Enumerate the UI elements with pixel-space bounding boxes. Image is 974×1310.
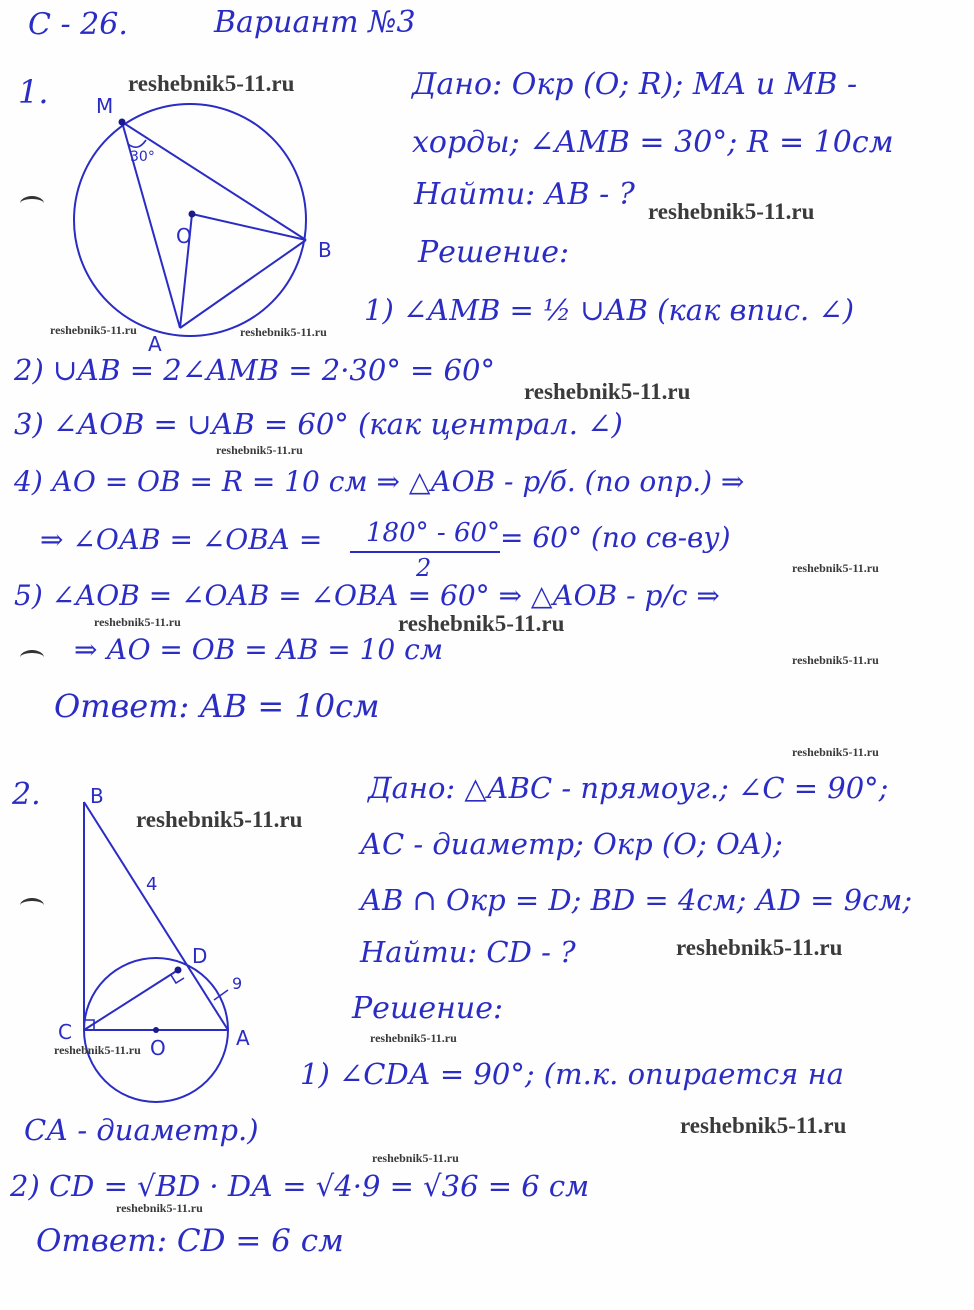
watermark: reshebnik5-11.ru [792,745,879,759]
p2-step1b: СА - диаметр.) [24,1113,259,1147]
point-D [175,967,182,974]
point-label-A: A [148,332,162,356]
p1-given-line1: Дано: Окр (О; R); МА и МВ - [412,67,858,102]
p1-find: Найти: АВ - ? [414,177,635,212]
watermark: reshebnik5-11.ru [116,1201,203,1215]
watermark: reshebnik5-11.ru [648,199,815,224]
p1-step4b: ⇒ ∠ОАВ = ∠ОВА = [40,523,323,556]
point-label-M: M [96,94,114,118]
p1-step3: 3) ∠АОВ = ∪АВ = 60° (как централ. ∠) [14,407,623,441]
watermark: reshebnik5-11.ru [370,1031,457,1045]
watermark: reshebnik5-11.ru [94,615,181,629]
point-label-B: B [318,238,332,262]
watermark: reshebnik5-11.ru [524,379,691,404]
length-label-DA: 9 [232,974,243,993]
point-label-D: D [192,944,208,968]
watermark: reshebnik5-11.ru [54,1043,141,1057]
p1-step4a: 4) АО = ОВ = R = 10 см ⇒ △АОВ - р/б. (по опр.) ⇒ [14,465,745,498]
hypotenuse-BA [84,802,228,1030]
p2-step2: 2) СD = √ВD · DА = √4·9 = √36 = 6 см [10,1169,590,1203]
p2-given-line1: Дано: △АВС - прямоуг.; ∠С = 90°; [368,771,889,805]
watermark: reshebnik5-11.ru [128,71,295,96]
header-variant: Вариант №3 [214,5,416,40]
problem1-number: 1. [18,73,49,111]
point-label-A2: A [236,1026,250,1050]
p1-step2: 2) ∪АВ = 2∠АМВ = 2·30° = 60° [14,353,495,387]
header-code: С - 26. [28,7,128,42]
p2-find: Найти: СD - ? [360,935,576,969]
problem2-number: 2. [12,777,41,812]
p2-answer: Ответ: СD = 6 см [36,1223,344,1259]
p1-solution-title: Решение: [418,235,570,270]
p1-answer: Ответ: АВ = 10см [54,687,380,725]
p1-step5a: 5) ∠АОВ = ∠ОАВ = ∠ОВА = 60° ⇒ △АОВ - р/с ⇒ [14,579,720,612]
point-label-O: O [176,224,192,248]
watermark: reshebnik5-11.ru [676,935,843,960]
p2-step1a: 1) ∠СDА = 90°; (т.к. опирается на [300,1057,844,1091]
watermark: reshebnik5-11.ru [792,653,879,667]
p1-step5b: ⇒ АО = ОВ = АВ = 10 см [74,633,444,666]
watermark: reshebnik5-11.ru [216,443,303,457]
right-angle-D [171,975,184,983]
watermark: reshebnik5-11.ru [792,561,879,575]
p1-step1: 1) ∠АМВ = ½ ∪АВ (как впис. ∠) [364,293,855,327]
watermark: reshebnik5-11.ru [240,325,327,339]
watermark: reshebnik5-11.ru [136,807,303,832]
p1-step4c: = 60° (по св-ву) [500,521,731,554]
p1-step4-denominator: 2 [416,554,432,582]
point-O2 [153,1027,159,1033]
segment-CD [84,970,178,1030]
p2-given-line2: АС - диаметр; Окр (О; ОА); [360,827,783,861]
watermark: reshebnik5-11.ru [680,1113,847,1138]
p2-given-line3: АВ ∩ Окр = D; ВD = 4см; АD = 9см; [360,883,913,917]
watermark: reshebnik5-11.ru [398,611,565,636]
point-label-B2: B [90,784,104,808]
p1-given-line2: хорды; ∠АМВ = 30°; R = 10см [412,125,894,160]
watermark: reshebnik5-11.ru [50,323,137,337]
watermark: reshebnik5-11.ru [372,1151,459,1165]
angle-label-30: 30° [130,149,155,165]
length-label-BD: 4 [146,874,158,895]
p2-solution-title: Решение: [352,991,504,1026]
point-label-O2: O [150,1036,166,1060]
p1-step4-numerator: 180° - 60° [366,518,501,548]
point-label-C: C [58,1020,72,1044]
